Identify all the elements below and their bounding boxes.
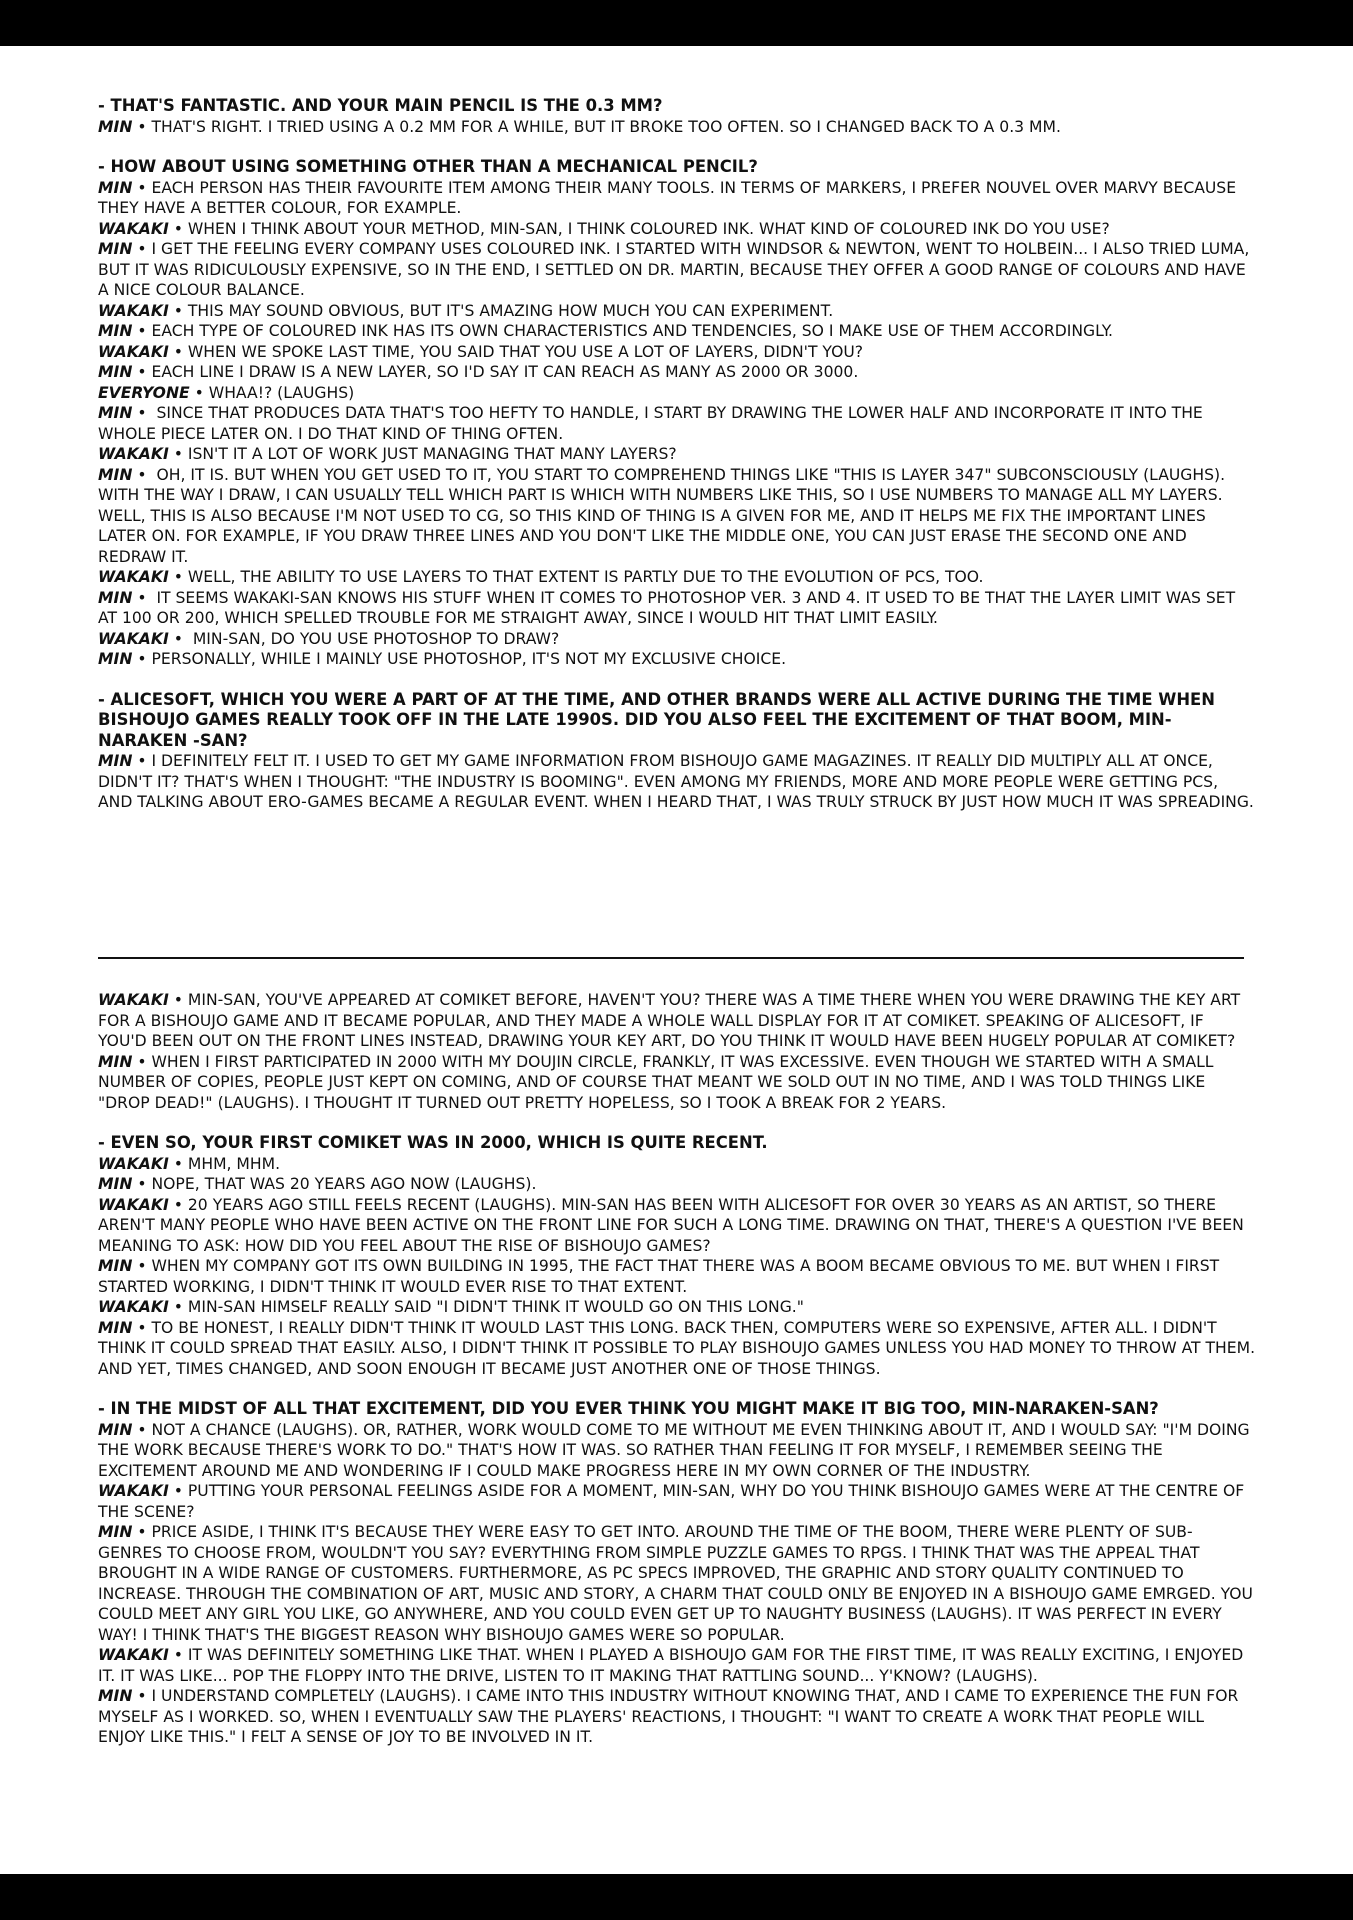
speaker-name: WAKAKI <box>98 991 169 1009</box>
answer-text: • MIN-SAN, DO YOU USE PHOTOSHOP TO DRAW? <box>173 629 560 648</box>
answer-text: • MIN-SAN HIMSELF REALLY SAID "I DIDN'T THINK IT WOULD GO ON THIS LONG." <box>173 1298 804 1316</box>
answer-line <box>98 383 1256 404</box>
speaker-name: EVERYONE <box>98 383 190 402</box>
answer-text: • SINCE THAT PRODUCES DATA THAT'S TOO HEFTY TO HANDLE, I START BY DRAWING THE LOWER HALF AND INCORPORATE IT INTO THE WHOLE PIECE LATER ON. I DO THAT KIND OF THING OFTEN. <box>98 404 1208 443</box>
speaker-name: MIN <box>98 178 133 197</box>
qa-block <box>98 990 1256 1113</box>
answer-line <box>98 751 1256 813</box>
answer-text: • ISN'T IT A LOT OF WORK JUST MANAGING THAT MANY LAYERS? <box>173 445 677 463</box>
speaker-name: WAKAKI <box>98 1195 169 1214</box>
qa-block <box>98 1399 1256 1748</box>
speaker-name: WAKAKI <box>98 1154 169 1173</box>
answer-text: • IT WAS DEFINITELY SOMETHING LIKE THAT. WHEN I PLAYED A BISHOUJO GAM FOR THE FIRST TIME, IT WAS REALLY EXCITING, I ENJOYED IT. IT WAS LIKE... POP THE FLOPPY INTO THE DRIVE, LISTEN TO IT MAKING THAT RATTLING SOUND... Y'KNOW? (LAUGHS). <box>98 1646 1249 1685</box>
bottom-black-band <box>0 1874 1353 1920</box>
answer-text: • MHM, MHM. <box>173 1154 281 1173</box>
speaker-name: WAKAKI <box>98 629 169 648</box>
speaker-name: MIN <box>98 363 133 381</box>
answer-text: • WHEN WE SPOKE LAST TIME, YOU SAID THAT YOU USE A LOT OF LAYERS, DIDN'T YOU? <box>173 342 864 361</box>
question-heading: - ALICESOFT, WHICH YOU WERE A PART OF AT THE TIME, AND OTHER BRANDS WERE ALL ACTIVE DURING THE TIME WHEN BISHOUJO GAMES REALLY TOOK OFF IN THE LATE 1990S. DID YOU ALSO FEEL THE EXCITEMENT OF THAT BOOM, MIN-NARAKEN -SAN? <box>98 689 1221 750</box>
answer-text: • EACH LINE I DRAW IS A NEW LAYER, SO I'D SAY IT CAN REACH AS MANY AS 2000 OR 3000. <box>137 363 859 381</box>
answer-text: • PRICE ASIDE, I THINK IT'S BECAUSE THEY WERE EASY TO GET INTO. AROUND THE TIME OF THE BOOM, THERE WERE PLENTY OF SUB-GENRES TO CHOOSE FROM, WOULDN'T YOU SAY? EVERYTHING FROM SIMPLE PUZZLE GAMES TO RPGS. I THINK THAT WAS THE APPEAL THAT BROUGHT IN A WIDE RANGE OF CUSTOMERS. FURTHERMORE, AS PC SPECS IMPROVED, THE GRAPHIC AND STORY QUALITY CONTINUED TO INCREASE. THROUGH THE COMBINATION OF ART, MUSIC AND STORY, A CHARM THAT COULD ONLY BE ENJOYED IN A BISHOUJO GAME EMRGED. YOU COULD MEET ANY GIRL YOU LIKE, GO ANYWHERE, AND YOU COULD EVEN GET UP TO NAUGHTY BUSINESS (LAUGHS). IT WAS PERFECT IN EVERY WAY! I THINK THAT'S THE BIGGEST REASON WHY BISHOUJO GAMES WERE SO POPULAR. <box>98 1523 1258 1644</box>
question-heading: - THAT'S FANTASTIC. AND YOUR MAIN PENCIL IS THE 0.3 MM? <box>98 96 663 115</box>
speaker-name: MIN <box>98 465 133 484</box>
speaker-name: MIN <box>98 404 133 422</box>
answer-line <box>98 1297 1256 1318</box>
answer-text: • EACH TYPE OF COLOURED INK HAS ITS OWN CHARACTERISTICS AND TENDENCIES, SO I MAKE USE OF THEM ACCORDINGLY. <box>137 322 1114 340</box>
answer-text: • I UNDERSTAND COMPLETELY (LAUGHS). I CAME INTO THIS INDUSTRY WITHOUT KNOWING THAT, AND I CAME TO EXPERIENCE THE FUN FOR MYSELF AS I WORKED. SO, WHEN I EVENTUALLY SAW THE PLAYERS' REACTIONS, I THOUGHT: "I WANT TO CREATE A WORK THAT PEOPLE WILL ENJOY LIKE THIS." I FELT A SENSE OF JOY TO BE INVOLVED IN IT. <box>98 1687 1244 1746</box>
speaker-name: WAKAKI <box>98 1646 169 1664</box>
answer-text: • WHEN MY COMPANY GOT ITS OWN BUILDING IN 1995, THE FACT THAT THERE WAS A BOOM BECAME OBVIOUS TO ME. BUT WHEN I FIRST STARTED WORKING, I DIDN'T THINK IT WOULD EVER RISE TO THAT EXTENT. <box>98 1257 1225 1296</box>
qa-block <box>98 157 1256 670</box>
speaker-name: WAKAKI <box>98 301 169 320</box>
answer-line <box>98 444 1256 465</box>
answer-text: • THIS MAY SOUND OBVIOUS, BUT IT'S AMAZING HOW MUCH YOU CAN EXPERIMENT. <box>173 301 834 320</box>
speaker-name: WAKAKI <box>98 568 169 586</box>
answer-line <box>98 239 1256 301</box>
answer-line <box>98 1420 1256 1482</box>
speaker-name: MIN <box>98 240 133 258</box>
answer-text: • NOPE, THAT WAS 20 YEARS AGO NOW (LAUGHS). <box>137 1175 537 1193</box>
answer-line <box>98 1522 1256 1645</box>
interview-section-1 <box>98 96 1256 833</box>
answer-text: • PERSONALLY, WHILE I MAINLY USE PHOTOSHOP, IT'S NOT MY EXCLUSIVE CHOICE. <box>137 650 787 668</box>
question-heading: - IN THE MIDST OF ALL THAT EXCITEMENT, DID YOU EVER THINK YOU MIGHT MAKE IT BIG TOO, MIN-NARAKEN-SAN? <box>98 1399 1159 1418</box>
answer-text: • 20 YEARS AGO STILL FEELS RECENT (LAUGHS). MIN-SAN HAS BEEN WITH ALICESOFT FOR OVER 30 YEARS AS AN ARTIST, SO THERE AREN'T MANY PEOPLE WHO HAVE BEEN ACTIVE ON THE FRONT LINE FOR SUCH A LONG TIME. DRAWING ON THAT, THERE'S A QUESTION I'VE BEEN MEANING TO ASK: HOW DID YOU FEEL ABOUT THE RISE OF BISHOUJO GAMES? <box>98 1195 1249 1255</box>
answer-line <box>98 1174 1256 1195</box>
speaker-name: WAKAKI <box>98 445 169 463</box>
answer-line <box>98 1318 1261 1380</box>
answer-line <box>98 990 1256 1052</box>
answer-line <box>98 219 1256 240</box>
speaker-name: WAKAKI <box>98 219 169 238</box>
answer-text: • OH, IT IS. BUT WHEN YOU GET USED TO IT, YOU START TO COMPREHEND THINGS LIKE "THIS IS LAYER 347" SUBCONSCIOUSLY (LAUGHS). WITH THE WAY I DRAW, I CAN USUALLY TELL WHICH PART IS WHICH WITH NUMBERS LIKE THIS, SO I USE NUMBERS TO MANAGE ALL MY LAYERS. WELL, THIS IS ALSO BECAUSE I'M NOT USED TO CG, SO THIS KIND OF THING IS A GIVEN FOR ME, AND IT HELPS ME FIX THE IMPORTANT LINES LATER ON. FOR EXAMPLE, IF YOU DRAW THREE LINES AND YOU DON'T LIKE THE MIDDLE ONE, YOU CAN JUST ERASE THE SECOND ONE AND REDRAW IT. <box>98 465 1231 566</box>
speaker-name: MIN <box>98 1318 133 1337</box>
answer-text: • IT SEEMS WAKAKI-SAN KNOWS HIS STUFF WHEN IT COMES TO PHOTOSHOP VER. 3 AND 4. IT USED TO BE THAT THE LAYER LIMIT WAS SET AT 100 OR 200, WHICH SPELLED TROUBLE FOR ME STRAIGHT AWAY, SINCE I WOULD HIT THAT LIMIT EASILY. <box>98 588 1241 627</box>
qa-block <box>98 690 1256 813</box>
answer-line <box>98 1195 1256 1257</box>
answer-line <box>98 403 1256 444</box>
answer-line <box>98 649 1256 670</box>
speaker-name: MIN <box>98 1257 133 1275</box>
speaker-name: MIN <box>98 1052 133 1071</box>
answer-text: • PUTTING YOUR PERSONAL FEELINGS ASIDE FOR A MOMENT, MIN-SAN, WHY DO YOU THINK BISHOUJO GAMES WERE AT THE CENTRE OF THE SCENE? <box>98 1482 1250 1521</box>
answer-text: • TO BE HONEST, I REALLY DIDN'T THINK IT WOULD LAST THIS LONG. BACK THEN, COMPUTERS WERE SO EXPENSIVE, AFTER ALL. I DIDN'T THINK IT COULD SPREAD THAT EASILY. ALSO, I DIDN'T THINK IT POSSIBLE TO PLAY BISHOUJO GAMES UNLESS YOU HAD MONEY TO THROW AT THEM. AND YET, TIMES CHANGED, AND SOON ENOUGH IT BECAME JUST ANOTHER ONE OF THOSE THINGS. <box>98 1318 1261 1378</box>
speaker-name: WAKAKI <box>98 1298 169 1316</box>
speaker-name: MIN <box>98 752 133 770</box>
qa-block <box>98 96 1256 137</box>
speaker-name: MIN <box>98 1523 133 1541</box>
speaker-name: MIN <box>98 588 133 607</box>
speaker-name: MIN <box>98 1420 133 1439</box>
question-heading: - HOW ABOUT USING SOMETHING OTHER THAN A MECHANICAL PENCIL? <box>98 157 758 176</box>
answer-line <box>98 1645 1256 1686</box>
answer-text: • WHEN I FIRST PARTICIPATED IN 2000 WITH MY DOUJIN CIRCLE, FRANKLY, IT WAS EXCESSIVE. EVEN THOUGH WE STARTED WITH A SMALL NUMBER OF COPIES, PEOPLE JUST KEPT ON COMING, AND OF COURSE THAT MEANT WE SOLD OUT IN NO TIME, AND I WAS TOLD THINGS LIKE "DROP DEAD!" (LAUGHS). I THOUGHT IT TURNED OUT PRETTY HOPELESS, SO I TOOK A BREAK FOR 2 YEARS. <box>98 1052 1219 1112</box>
answer-text: • I GET THE FEELING EVERY COMPANY USES COLOURED INK. I STARTED WITH WINDSOR & NEWTON, WENT TO HOLBEIN... I ALSO TRIED LUMA, BUT IT WAS RIDICULOUSLY EXPENSIVE, SO IN THE END, I SETTLED ON DR. MARTIN, BECAUSE THEY OFFER A GOOD RANGE OF COLOURS AND HAVE A NICE COLOUR BALANCE. <box>98 240 1255 299</box>
speaker-name: WAKAKI <box>98 342 169 361</box>
answer-line <box>98 1481 1256 1522</box>
answer-line <box>98 567 1256 588</box>
answer-line <box>98 321 1256 342</box>
answer-text: • WHEN I THINK ABOUT YOUR METHOD, MIN-SAN, I THINK COLOURED INK. WHAT KIND OF COLOURED INK DO YOU USE? <box>173 219 1110 238</box>
answer-line <box>98 629 1256 650</box>
question-heading: - EVEN SO, YOUR FIRST COMIKET WAS IN 2000, WHICH IS QUITE RECENT. <box>98 1133 768 1152</box>
speaker-name: MIN <box>98 322 133 340</box>
qa-block <box>98 1133 1261 1379</box>
answer-text: • I DEFINITELY FELT IT. I USED TO GET MY GAME INFORMATION FROM BISHOUJO GAME MAGAZINES. IT REALLY DID MULTIPLY ALL AT ONCE, DIDN'T IT? THAT'S WHEN I THOUGHT: "THE INDUSTRY IS BOOMING". EVEN AMONG MY FRIENDS, MORE AND MORE PEOPLE WERE GETTING PCS, AND TALKING ABOUT ERO-GAMES BECAME A REGULAR EVENT. WHEN I HEARD THAT, I WAS TRULY STRUCK BY JUST HOW MUCH IT WAS SPREADING. <box>98 752 1254 811</box>
answer-line <box>98 588 1256 629</box>
answer-text: • WHAA!? (LAUGHS) <box>194 383 355 402</box>
top-black-band <box>0 0 1353 46</box>
answer-line <box>98 117 1256 138</box>
answer-line <box>98 178 1256 219</box>
speaker-name: MIN <box>98 650 133 668</box>
speaker-name: MIN <box>98 1175 133 1193</box>
answer-line <box>98 1256 1256 1297</box>
answer-text: • NOT A CHANCE (LAUGHS). OR, RATHER, WORK WOULD COME TO ME WITHOUT ME EVEN THINKING ABOUT IT, AND I WOULD SAY: "I'M DOING THE WORK BECAUSE THERE'S WORK TO DO." THAT'S HOW IT WAS. SO RATHER THAN FEELING IT FOR MYSELF, I REMEMBER SEEING THE EXCITEMENT AROUND ME AND WONDERING IF I COULD MAKE PROGRESS HERE IN MY OWN CORNER OF THE INDUSTRY. <box>98 1420 1255 1480</box>
answer-line <box>98 1154 1256 1175</box>
answer-text: • EACH PERSON HAS THEIR FAVOURITE ITEM AMONG THEIR MANY TOOLS. IN TERMS OF MARKERS, I PREFER NOUVEL OVER MARVY BECAUSE THEY HAVE A BETTER COLOUR, FOR EXAMPLE. <box>98 178 1242 217</box>
answer-line <box>98 1686 1256 1748</box>
speaker-name: MIN <box>98 117 133 136</box>
answer-text: • WELL, THE ABILITY TO USE LAYERS TO THAT EXTENT IS PARTLY DUE TO THE EVOLUTION OF PCS, TOO. <box>173 568 984 586</box>
answer-text: • THAT'S RIGHT. I TRIED USING A 0.2 MM FOR A WHILE, BUT IT BROKE TOO OFTEN. SO I CHANGED BACK TO A 0.3 MM. <box>137 117 1061 136</box>
section-divider <box>98 957 1244 959</box>
answer-line <box>98 1052 1256 1114</box>
answer-line <box>98 362 1256 383</box>
answer-line <box>98 301 1256 322</box>
answer-line <box>98 465 1256 568</box>
speaker-name: MIN <box>98 1687 133 1705</box>
answer-text: • MIN-SAN, YOU'VE APPEARED AT COMIKET BEFORE, HAVEN'T YOU? THERE WAS A TIME THERE WHEN YOU WERE DRAWING THE KEY ART FOR A BISHOUJO GAME AND IT BECAME POPULAR, AND THEY MADE A WHOLE WALL DISPLAY FOR IT AT COMIKET. SPEAKING OF ALICESOFT, IF YOU'D BEEN OUT ON THE FRONT LINES INSTEAD, DRAWING YOUR KEY ART, DO YOU THINK IT WOULD HAVE BEEN HUGELY POPULAR AT COMIKET? <box>98 991 1246 1050</box>
interview-section-2 <box>98 990 1261 1768</box>
speaker-name: WAKAKI <box>98 1482 169 1500</box>
answer-line <box>98 342 1256 363</box>
